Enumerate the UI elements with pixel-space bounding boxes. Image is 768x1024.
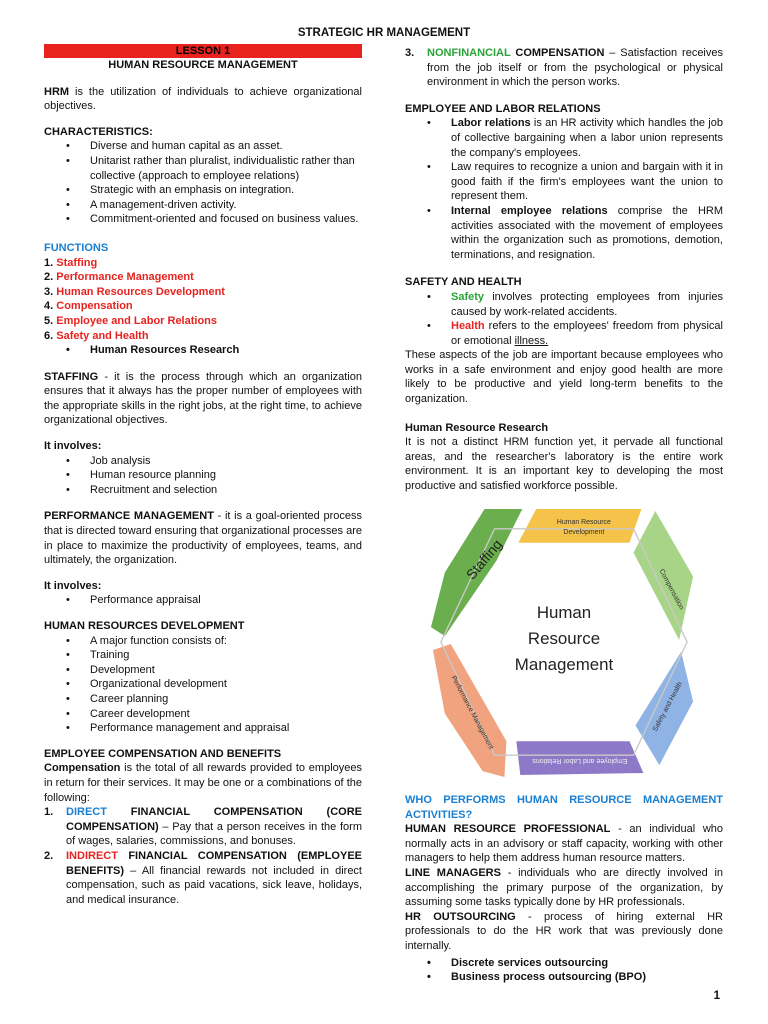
list-item: • Performance management and appraisal bbox=[44, 721, 362, 736]
hrr-paragraph: It is not a distinct HRM function yet, it pervade all functional areas, and the researcher's laboratory is the entire work environment. It is an important key to developing the most productive and satisfied workforce possible. bbox=[405, 436, 723, 493]
elr-heading: EMPLOYEE AND LABOR RELATIONS bbox=[405, 102, 601, 115]
list-item: • Safety involves protecting employees from injuries caused by work-related accidents. bbox=[405, 290, 723, 319]
left-column bbox=[44, 44, 362, 907]
who-performs-heading: WHO PERFORMS HUMAN RESOURCE MANAGEMENT ACTIVITIES? bbox=[405, 794, 723, 821]
list-item: • A management-driven activity. bbox=[44, 198, 362, 213]
hr-professional-definition: HUMAN RESOURCE PROFESSIONAL - an individual who normally acts in an advisory or staff capacity, working with other managers to help them address human resource matters. bbox=[405, 823, 723, 865]
segment-label-hr-development-1: Human Resource bbox=[556, 518, 611, 526]
list-item: • Internal employee relations comprise the HRM activities associated with the movement of employees within the organization such as promotions, demotion, terminations, and resignation. bbox=[405, 204, 723, 262]
list-item: • Development bbox=[44, 663, 362, 678]
compensation-item-indirect: 2. INDIRECT FINANCIAL COMPENSATION (EMPLOYEE BENEFITS) – All financial rewards not included in direct compensation, such as paid vacations, sick leave, holidays, and medical insurance. bbox=[44, 849, 362, 906]
list-item: • Discrete services outsourcing bbox=[405, 956, 723, 971]
function-item: 6. Safety and Health bbox=[44, 329, 149, 342]
list-item: • A major function consists of: bbox=[44, 634, 362, 649]
safety-health-list bbox=[405, 290, 723, 348]
safety-health-paragraph: These aspects of the job are important because employees who works in a safe environment and enjoy good health are more likely to be productive and yield long-term benefits to the organization. bbox=[405, 349, 723, 406]
list-item: • Health refers to the employees' freedom from physical or emotional illness. bbox=[405, 319, 723, 348]
list-item: • Labor relations is an HR activity which handles the job of collective bargaining when a labor union represents the company's employees. bbox=[405, 116, 723, 160]
list-item: • Career planning bbox=[44, 692, 362, 707]
safety-health-heading: SAFETY AND HEALTH bbox=[405, 276, 522, 289]
function-item: 1. Staffing bbox=[44, 256, 98, 269]
page-number: 1 bbox=[713, 990, 720, 1003]
hrd-list bbox=[44, 634, 362, 736]
list-item: • Performance appraisal bbox=[44, 593, 362, 608]
list-item: • Training bbox=[44, 648, 362, 663]
performance-involves-list bbox=[44, 593, 362, 608]
list-item: • Business process outsourcing (BPO) bbox=[405, 970, 723, 985]
characteristics-heading: CHARACTERISTICS: bbox=[44, 125, 153, 138]
list-item: • Strategic with an emphasis on integration. bbox=[44, 183, 362, 198]
functions-heading: FUNCTIONS bbox=[44, 241, 109, 254]
line-managers-definition: LINE MANAGERS - individuals who are directly involved in accomplishing the primary purpose of the organization, by assuming some tasks typically done by HR professionals. bbox=[405, 866, 723, 909]
segment-label-safety-health: Safety and Health bbox=[651, 680, 684, 733]
function-extra-item: • Human Resources Research bbox=[44, 343, 362, 358]
segment-label-performance: Performance Management bbox=[449, 674, 495, 751]
list-item: • Job analysis bbox=[44, 454, 362, 469]
hr-outsourcing-definition: HR OUTSOURCING - process of hiring external HR professionals to do the HR work that was previously done internally. bbox=[405, 910, 723, 952]
list-item: • Unitarist rather than pluralist, individualistic rather than collective (approach to employee relations) bbox=[44, 154, 362, 183]
list-item: • Organizational development bbox=[44, 677, 362, 692]
staffing-involves-list bbox=[44, 454, 362, 498]
compensation-item-direct: 1. DIRECT FINANCIAL COMPENSATION (CORE COMPENSATION) – Pay that a person receives in the form of wages, salaries, commissions, and bonuses. bbox=[44, 806, 362, 848]
page-title: STRATEGIC HR MANAGEMENT bbox=[297, 27, 471, 39]
list-item: • Recruitment and selection bbox=[44, 483, 362, 498]
hrd-heading: HUMAN RESOURCES DEVELOPMENT bbox=[44, 620, 245, 632]
hrr-heading: Human Resource Research bbox=[405, 421, 549, 434]
hr-outsourcing-list bbox=[405, 956, 723, 985]
involves-heading: It involves: bbox=[44, 579, 102, 592]
list-item: • Diverse and human capital as an asset. bbox=[44, 139, 362, 154]
compensation-heading: EMPLOYEE COMPENSATION AND BENEFITS bbox=[44, 747, 282, 760]
compensation-definition: Compensation is the total of all rewards provided to employees in return for their services. It may be one or a combinations of the following: bbox=[44, 762, 362, 804]
characteristics-list bbox=[44, 139, 362, 227]
function-item: 5. Employee and Labor Relations bbox=[44, 314, 218, 327]
right-column-lower bbox=[405, 793, 723, 985]
list-item: • Career development bbox=[44, 707, 362, 722]
list-item: • Commitment-oriented and focused on business values. bbox=[44, 212, 362, 227]
function-item: 2. Performance Management bbox=[44, 271, 194, 284]
segment-label-staffing: Staffing bbox=[462, 536, 506, 583]
involves-heading: It involves: bbox=[44, 440, 102, 453]
compensation-item-nonfinancial: 3. NONFINANCIAL COMPENSATION – Satisfaction receives from the job itself or from the psychological or physical environment in which the person works. bbox=[405, 47, 723, 89]
function-item: 4. Compensation bbox=[44, 300, 133, 313]
center-text-line1: Human bbox=[536, 603, 592, 623]
right-column bbox=[405, 46, 723, 494]
elr-list bbox=[405, 116, 723, 262]
segment-label-employee-labor: Employee and Labor Relations bbox=[532, 757, 628, 765]
lesson-banner: LESSON 1 bbox=[44, 44, 362, 58]
center-text-line2: Resource bbox=[527, 628, 601, 648]
list-item: • Human resource planning bbox=[44, 468, 362, 483]
center-text-line3: Management bbox=[514, 654, 614, 674]
function-item: 3. Human Resources Development bbox=[44, 285, 225, 298]
lesson-subtitle: HUMAN RESOURCE MANAGEMENT bbox=[108, 59, 298, 71]
list-item: • Law requires to recognize a union and bargain with it in good faith if the firm's employees want the union to represent them. bbox=[405, 160, 723, 204]
hrm-definition: HRM is the utilization of individuals to achieve organizational objectives. bbox=[44, 85, 362, 113]
functions-list bbox=[44, 256, 362, 358]
staffing-definition: STAFFING - it is the process through which an organization ensures that it always has the proper number of employees with the appropriate skills in the right jobs, at the right time, to achieve organizational objectives. bbox=[44, 370, 362, 427]
hrm-functions-diagram bbox=[425, 503, 703, 781]
segment-label-compensation: Compensation bbox=[657, 568, 685, 611]
performance-definition: PERFORMANCE MANAGEMENT - it is a goal-oriented process that is directed toward ensuring that organizational processes are in place to maximize the productivity of employees, teams, and ultimately, the organization. bbox=[44, 510, 363, 567]
segment-label-hr-development-2: Development bbox=[563, 528, 605, 536]
